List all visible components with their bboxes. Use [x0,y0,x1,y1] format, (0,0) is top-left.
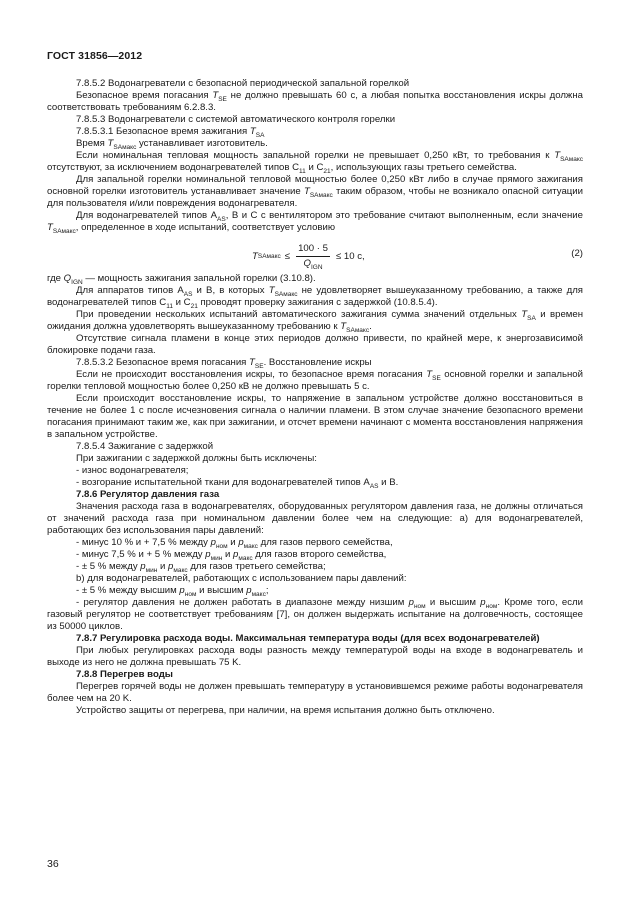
section-7-8-5-4: 7.8.5.4 Зажигание с задержкой [76,441,214,452]
section-7-8-5-3: 7.8.5.3 Водонагреватели с системой автоматического контроля горелки [76,114,396,125]
section-heading-7-8-6: 7.8.6 Регулятор давления газа [76,489,220,500]
section-7-8-5-2: 7.8.5.2 Водонагреватели с безопасной периодической запальной горелкой [76,78,410,89]
fraction: $\frac{100 \cdot 5}{Q_{IGN}}$ [298,243,328,271]
paragraph: Перегрев горячей воды не должен превышать температуру в установившемся режиме работы водонагревателя более чем на 20 K. [47,681,583,704]
list-item: - износ водонагревателя; [76,465,189,476]
paragraph: При зажигании с задержкой должны быть исключены: [76,453,317,464]
paragraph: где $Q_{IGN}$ — мощность зажигания запальной горелки (3.10.8). [47,273,316,286]
paragraph: Безопасное время погасания $T_{SE}$ не должно превышать 60 с, а любая попытка восстановления искры должна соответствовать требованиям 6.2.8.3. [47,90,583,113]
section-heading-7-8-7: 7.8.7 Регулировка расхода воды. Максимальная температура воды (для всех водонагревателей) [76,633,540,644]
list-item: - минус 7,5 % и + 5 % между $p_{мин}$ и $p_{макс}$ для газов второго семейства, [76,549,387,562]
document-body [47,78,583,717]
section-7-8-5-3-2: 7.8.5.3.2 Безопасное время погасания $T_{SE}$. Восстановление искры [76,357,372,370]
formula-number: (2) [571,248,583,259]
paragraph: Время $T_{SAмакс}$ устанавливает изготовитель. [76,138,268,151]
paragraph: При проведении нескольких испытаний автоматического зажигания сумма значений отдельных $T_{SA}$ и времен ожидания должна удовлетворять вышеуказанному требованию к $T_{SAмакс}$. [47,309,584,334]
paragraph: Для водонагревателей типов $A_{AS}$, B и C с вентилятором это требование считают выполненным, если значение $T_{SAмакс}$, определенное в ходе испытаний, соответствует условию [47,210,583,235]
page-number: 36 [47,858,59,870]
formula-2: T SAмакс ≤ $\frac{100 \cdot 5}{Q_{IGN}}$ ≤ 10 с, (2) [252,243,583,271]
list-item: - минус 10 % и + 7,5 % между $p_{ном}$ и $p_{макс}$ для газов первого семейства, [76,537,393,550]
section-heading-7-8-8: 7.8.8 Перегрев воды [76,669,173,680]
section-7-8-5-3-1: 7.8.5.3.1 Безопасное время зажигания $T_{SA}$ [76,126,265,139]
paragraph: Если номинальная тепловая мощность запальной горелки не превышает 0,250 кВт, то требования к $T_{SAмакс}$ отсутствуют, за исключением водонагревателей типов $C_{11}$ и $C_{21}$, использующих газы третьего семейства. [47,150,583,175]
paragraph: Если не происходит восстановления искры, то безопасное время погасания $T_{SE}$ основной горелки и запальной горелки тепловой мощностью более 0,250 кВ не должно превышать 5 с. [47,369,583,392]
paragraph: Устройство защиты от перегрева, при наличии, на время испытания должно быть отключено. [76,705,495,716]
paragraph: Значения расхода газа в водонагревателях, оборудованных регулятором давления газа, не должны отличаться от значений расхода газа при номинальном давлении более чем на следующие: a) для водонагревателей, работающих без использования пары давлений: [47,501,583,536]
list-item: - ± 5 % между высшим $p_{ном}$ и высшим $p_{макс}$; [76,585,269,598]
list-item: - возгорание испытательной ткани для водонагревателей типов $A_{AS}$ и B. [76,477,399,490]
paragraph: Если происходит восстановление искры, то напряжение в запальном устройстве должно восстановиться в течение не более 1 с после исчезновения сигнала о наличии пламени. В этом случае значение безопасного времени погасания принимают таким же, как при зажигании, и отсчет времени начинают с момента восстановления напряжения в запальном устройстве. [47,393,583,440]
list-item: - ± 5 % между $p_{мин}$ и $p_{макс}$ для газов третьего семейства; [76,561,326,574]
paragraph: Отсутствие сигнала пламени в конце этих периодов должно привести, по крайней мере, к энергозависимой блокировке подачи газа. [47,333,583,356]
paragraph: Для аппаратов типов $A_{AS}$ и B, в которых $T_{SAмакс}$ не удовлетворяет вышеуказанному требованию, а также для водонагревателей типов $C_{11}$ и $C_{21}$ проводят проверку зажигания с задержкой (10.8.5.4). [47,285,583,310]
list-item: b) для водонагревателей, работающих с использованием пары давлений: [76,573,407,584]
paragraph: При любых регулировках расхода воды разность между температурой воды на входе в водонагреватель и выходе из него не должна превышать 75 K. [47,645,583,668]
paragraph: Для запальной горелки номинальной тепловой мощностью более 0,250 кВт либо в случае прямого зажигания основной горелки изготовитель устанавливает значение $T_{SAмакс}$ таким образом, чтобы не возникало опасной ситуации для пользователя и/или повреждения водонагревателя. [47,174,583,209]
list-item: - регулятор давления не должен работать в диапазоне между низшим $p_{ном}$ и высшим $p_{ном}$. Кроме того, если газовый регулятор не соответствует требованиям [7], он должен выдержать испытание на долговечность, состоящее из 50000 циклов. [47,597,584,632]
document-header: ГОСТ 31856—2012 [47,50,143,62]
